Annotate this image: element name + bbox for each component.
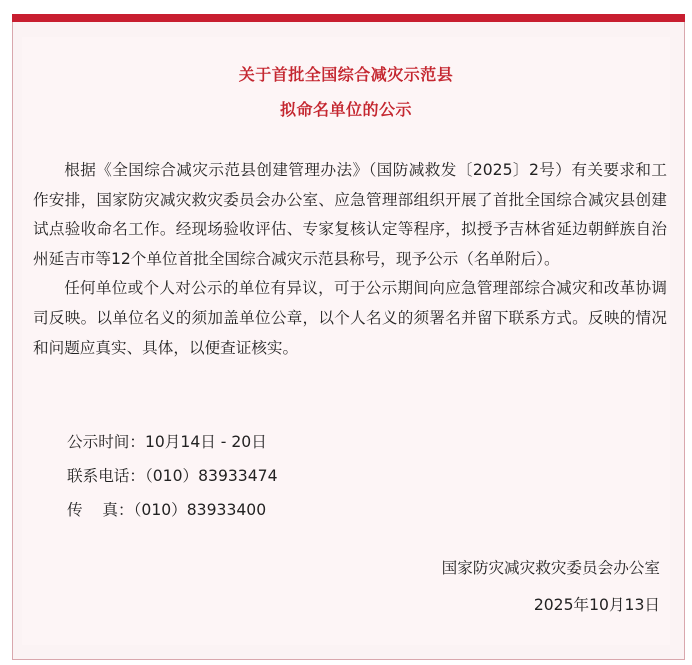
- notice-title-line2: 拟命名单位的公示: [279, 100, 412, 119]
- notice-paragraph-1: 根据《全国综合减灾示范县创建管理办法》（国防减救发〔2025〕2号）有关要求和工作安排，国家防灾减灾救灾委员会办公室、应急管理部组织开展了首批全国综合减灾县创建试点验收命名工作。经现场验收评估、专家复核认定等程序，拟授予吉林省延边朝鲜族自治州延吉市等12个单位首批全国综合减灾示范县称号，现予公示（名单附后）。: [33, 161, 667, 268]
- publicity-period: 公示时间：10月14日 - 20日: [67, 433, 267, 451]
- contact-phone: 联系电话：（010）83933474: [67, 467, 278, 485]
- top-accent-bar: [12, 14, 685, 22]
- issuer-name: 国家防灾减灾救灾委员会办公室: [441, 559, 660, 577]
- issue-date: 2025年10月13日: [533, 596, 660, 614]
- notice-title-line1: 关于首批全国综合减灾示范县: [238, 65, 454, 84]
- notice-body: [33, 156, 667, 363]
- notice-paragraph-2: 任何单位或个人对公示的单位有异议，可于公示期间向应急管理部综合减灾和改革协调司反映。以单位名义的须加盖单位公章，以个人名义的须署名并留下联系方式。反映的情况和问题应真实、具体，以便查证核实。: [33, 279, 667, 357]
- contact-fax: 传 真：（010）83933400: [67, 501, 267, 519]
